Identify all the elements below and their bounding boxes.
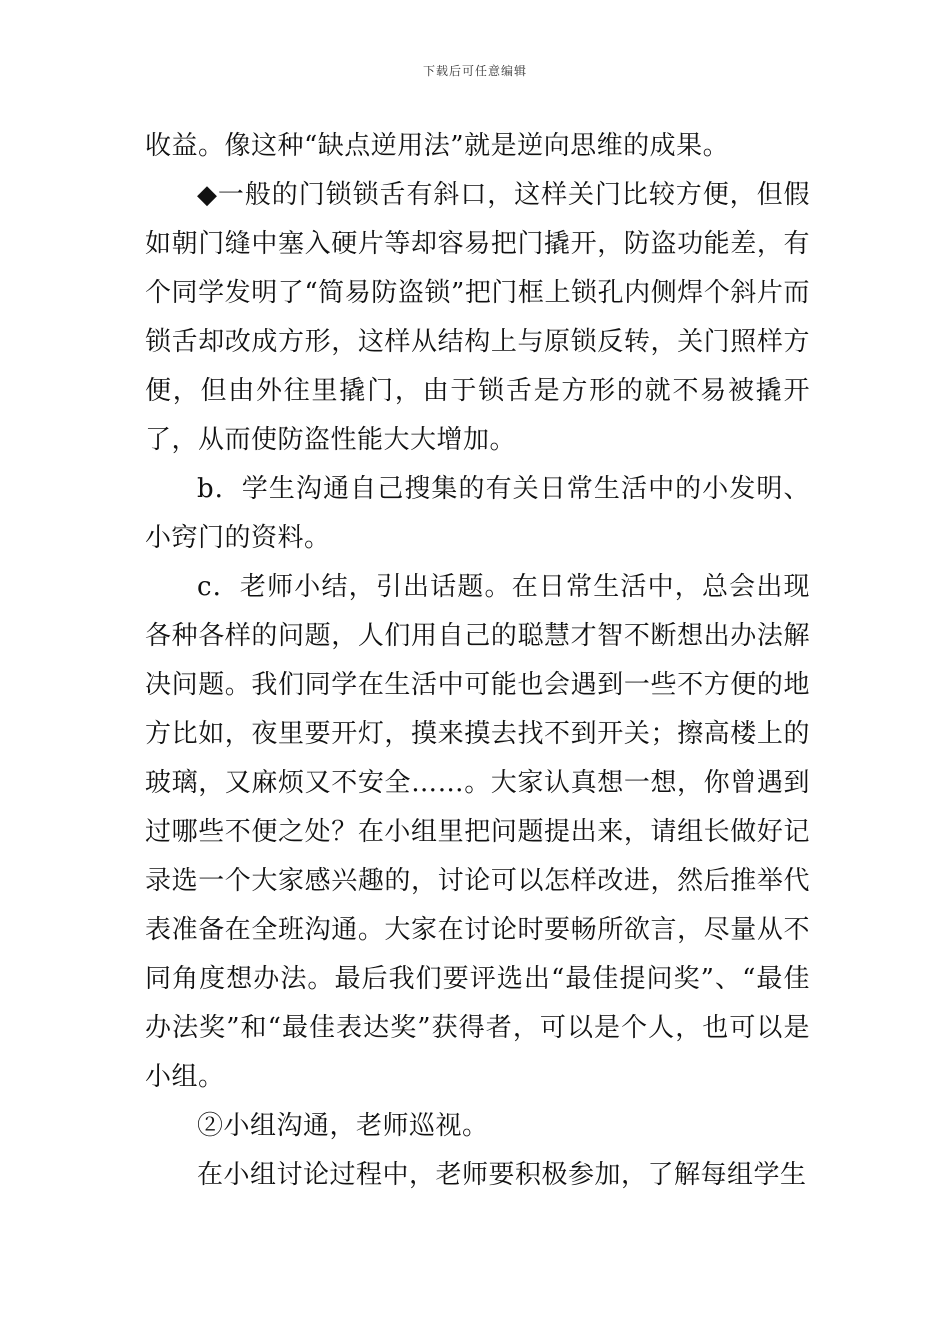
paragraph-6: 在小组讨论过程中，老师要积极参加，了解每组学生 [197, 1160, 807, 1190]
paragraph-1: 收益。像这种“缺点逆用法”就是逆向思维的成果。 [145, 131, 730, 161]
paragraph-3: b．学生沟通自己搜集的有关日常生活中的小发明、小窍门的资料。 [145, 474, 810, 553]
paragraph-4: c．老师小结，引出话题。在日常生活中，总会出现各种各样的问题，人们用自己的聪慧才智不断想出办法解决问题。我们同学在生活中可能也会遇到一些不方便的地方比如，夜里要开灯，摸来摸去找不到开关；擦高楼上的玻璃，又麻烦又不安全……。大家认真想一想，你曾遇到过哪些不便之处？在小组里把问题提出来，请组长做好记录选一个大家感兴趣的，讨论可以怎样改进，然后推举代表准备在全班沟通。大家在讨论时要畅所欲言，尽量从不同角度想办法。最后我们要评选出“最佳提问奖”、“最佳办法奖”和“最佳表达奖”获得者，可以是个人，也可以是小组。 [145, 572, 810, 1092]
paragraph-5: ②小组沟通，老师巡视。 [197, 1111, 489, 1141]
paragraph-2: ◆一般的门锁锁舌有斜口，这样关门比较方便，但假如朝门缝中塞入硬片等却容易把门撬开，防盗功能差，有个同学发明了“简易防盗锁”把门框上锁孔内侧焊个斜片而锁舌却改成方形，这样从结构上与原锁反转，关门照样方便，但由外往里撬门，由于锁舌是方形的就不易被撬开了，从而使防盗性能大大增加。 [145, 180, 810, 455]
document-body [145, 122, 810, 1200]
page-header-note: 下载后可任意编辑 [422, 64, 527, 78]
